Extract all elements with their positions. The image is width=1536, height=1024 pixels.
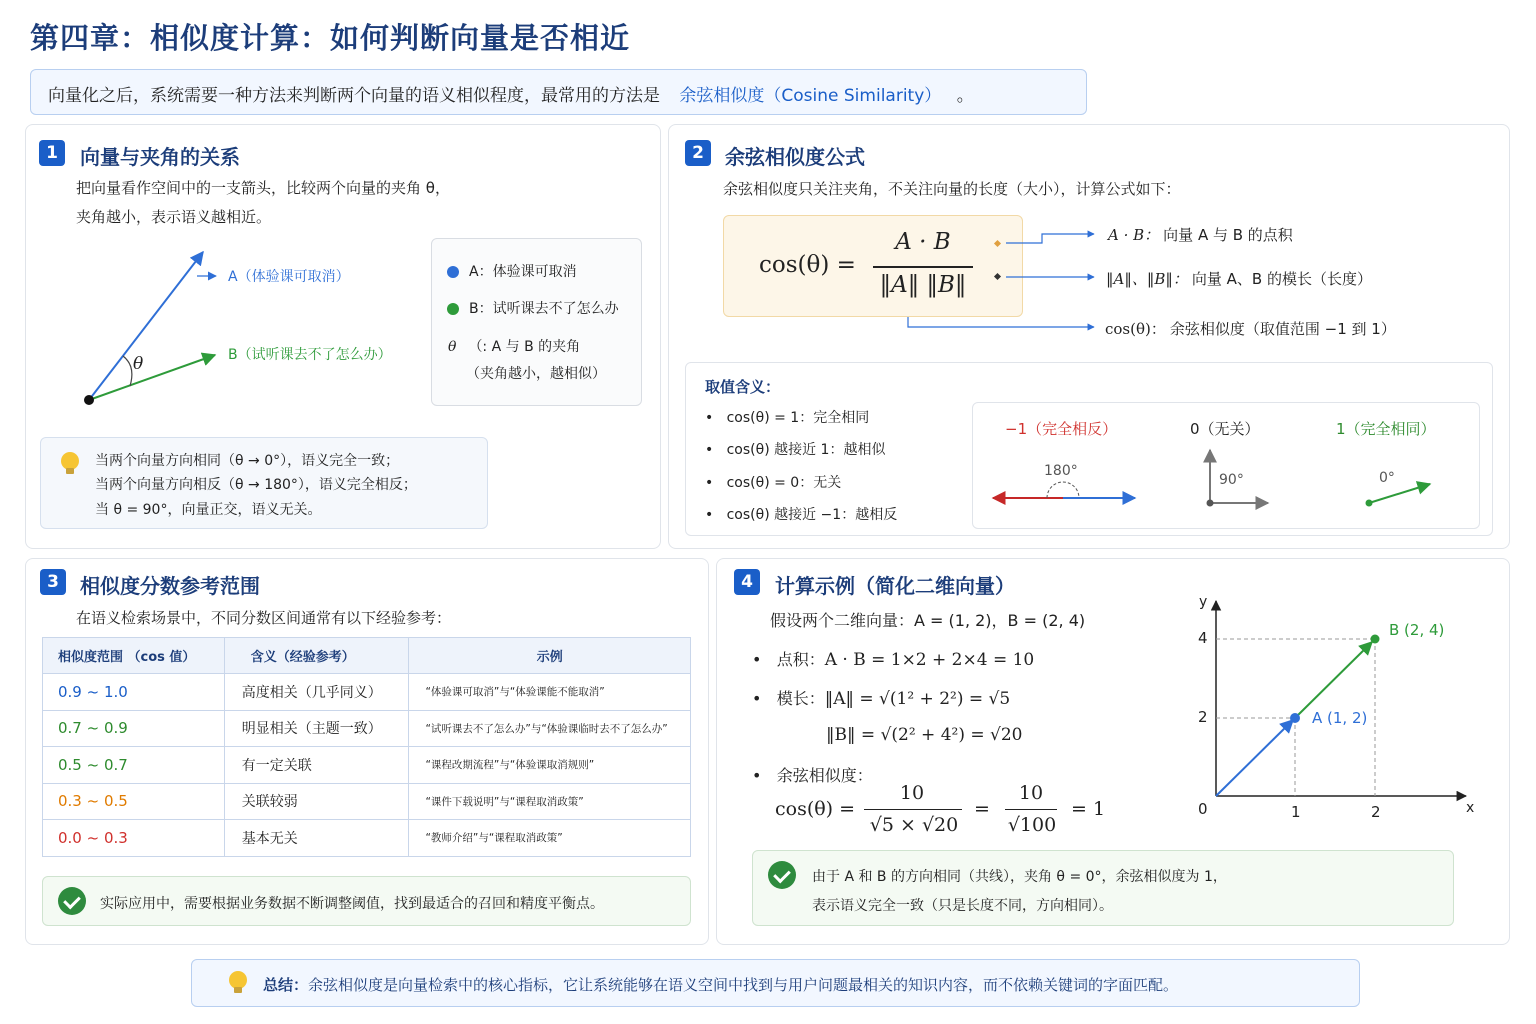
table-row	[43, 783, 691, 820]
section-2-title: 余弦相似度公式	[725, 145, 865, 169]
numerator-marker	[994, 240, 1001, 247]
table-cell-meaning: 基本无关	[224, 820, 409, 857]
cos-label: 余弦相似度：	[776, 766, 873, 785]
table-cell-meaning: 高度相关（几乎同义）	[224, 674, 409, 711]
plot-point-a	[1290, 713, 1300, 723]
norm-label: 模长：	[776, 689, 825, 708]
annotation-cos-text: 余弦相似度（取值范围 −1 到 1）	[1169, 320, 1396, 338]
frac2-denominator: √100	[1007, 814, 1057, 836]
plot-point-a-label: A (1, 2)	[1312, 709, 1368, 727]
table-row	[43, 820, 691, 857]
table-cell-range: 0.9 ~ 1.0	[43, 674, 225, 711]
conclusion-line-1: 由于 A 和 B 的方向相同（共线），夹角 θ = 0°，余弦相似度为 1，	[812, 869, 1227, 885]
theta-symbol: θ	[133, 354, 144, 374]
section-4-badge: 4	[734, 569, 760, 595]
legend-theta-note: （夹角越小，越相似）	[466, 366, 606, 382]
table-cell-meaning: 关联较弱	[224, 783, 409, 820]
vector-b-label: B（试听课去不了怎么办）	[228, 347, 392, 363]
arrow-to-cos	[900, 315, 1100, 335]
section-4-title: 计算示例（简化二维向量）	[775, 574, 1015, 598]
range-item-2: • cos(θ) = 0：无关	[705, 475, 842, 491]
range-item-0: • cos(θ) = 1：完全相同	[705, 410, 870, 426]
table-cell-meaning: 有一定关联	[224, 747, 409, 784]
legend-theta-text: （: A 与 B 的夹角	[468, 339, 581, 355]
orthogonal-label: 0（无关）	[1190, 420, 1260, 438]
intro-banner	[30, 69, 1087, 115]
range-item-0-text: cos(θ) = 1：完全相同	[726, 410, 870, 426]
plot-vector-a	[1216, 720, 1293, 796]
arrow-to-dot-product	[1006, 234, 1094, 243]
table-cell-range: 0.7 ~ 0.9	[43, 710, 225, 747]
range-item-3-text: cos(θ) 越接近 −1：越相反	[726, 507, 898, 523]
same-label: 1（完全相同）	[1336, 420, 1436, 438]
legend-b	[447, 298, 619, 318]
cos-line: • 余弦相似度：	[752, 766, 873, 785]
legend-a-text: A：体验课可取消	[469, 264, 577, 280]
table-cell-example: “试听课去不了怎么办”与“体验课临时去不了怎么办”	[409, 710, 691, 747]
tip-line-2: 当两个向量方向相反（θ → 180°），语义完全相反；	[95, 477, 417, 493]
table-cell-example: “教师介绍”与“课程取消政策”	[409, 820, 691, 857]
norm-a-value: ‖A‖ = √(1² + 2²) = √5	[824, 689, 1011, 709]
section-2-desc: 余弦相似度只关注夹角，不关注向量的长度（大小），计算公式如下：	[723, 180, 1181, 198]
intro-text: 向量化之后，系统需要一种方法来判断两个向量的语义相似程度，最常用的方法是	[48, 86, 660, 106]
table-cell-meaning: 明显相关（主题一致）	[224, 710, 409, 747]
vector-a-label: A（体验课可取消）	[228, 269, 350, 285]
plot-x-tick-2: 2	[1371, 803, 1381, 821]
plot-y-tick-4: 4	[1198, 629, 1208, 647]
plot-x-tick-1: 1	[1291, 803, 1301, 821]
section-1-title: 向量与夹角的关系	[80, 145, 240, 169]
range-item-3: • cos(θ) 越接近 −1：越相反	[705, 507, 898, 523]
table-row	[43, 674, 691, 711]
table-header-meaning: 含义（经验参考）	[224, 638, 409, 674]
annotation-dot-product-text: 向量 A 与 B 的点积	[1163, 226, 1293, 244]
dot-product-value: A · B = 1×2 + 2×4 = 10	[824, 650, 1035, 670]
plot-y-tick-2: 2	[1198, 708, 1208, 726]
section-3-note: 实际应用中，需要根据业务数据不断调整阈值，找到最适合的召回和精度平衡点。	[100, 896, 604, 912]
frac2-numerator: 10	[1018, 782, 1044, 804]
cos-result: = 1	[1071, 798, 1106, 820]
section-3-desc: 在语义检索场景中，不同分数区间通常有以下经验参考：	[76, 609, 452, 627]
section-3-badge: 3	[40, 569, 66, 595]
range-item-2-text: cos(θ) = 0：无关	[726, 475, 842, 491]
norm-b-value: ‖B‖ = √(2² + 4²) = √20	[826, 725, 1023, 745]
legend-theta	[448, 336, 580, 356]
same-origin	[1366, 500, 1373, 507]
plot-vector-b	[1295, 642, 1372, 718]
lightbulb-icon	[61, 452, 79, 470]
table-cell-range: 0.5 ~ 0.7	[43, 747, 225, 784]
frac1-numerator: 10	[899, 782, 925, 804]
table-cell-example: “课程改期流程”与“体验课取消规则”	[409, 747, 691, 784]
summary-lightbulb-icon	[229, 971, 247, 989]
legend-b-text: B：试听课去不了怎么办	[469, 301, 619, 317]
summary-text: 余弦相似度是向量检索中的核心指标，它让系统能够在语义空间中找到与用户问题最相关的知识内容，而不依赖关键词的字面匹配。	[308, 976, 1179, 994]
origin-dot	[84, 395, 94, 405]
frac1-bar	[864, 809, 962, 810]
conclusion-line-2: 表示语义完全一致（只是长度不同，方向相同）。	[812, 898, 1113, 914]
formula-lhs: cos(θ) =	[759, 252, 856, 278]
formula-numerator: A · B	[895, 229, 951, 255]
annotation-norm-math: ‖A‖、‖B‖：	[1106, 270, 1188, 288]
equals-sign: =	[974, 798, 990, 820]
section-2-badge: 2	[685, 140, 711, 166]
section-1-desc-line1: 把向量看作空间中的一支箭头，比较两个向量的夹角 θ，	[76, 179, 450, 197]
annotation-norm-text: 向量 A、B 的模长（长度）	[1191, 270, 1372, 288]
norm-line: • 模长：‖A‖ = √(1² + 2²) = √5	[752, 689, 1011, 709]
frac1-denominator: √5 × √20	[869, 814, 959, 836]
range-item-1: • cos(θ) 越接近 1：越相似	[705, 442, 886, 458]
table-header-range: 相似度范围 （cos 值）	[43, 638, 225, 674]
table-row	[43, 710, 691, 747]
formula-fraction-bar	[873, 266, 973, 268]
legend-theta-symbol: θ	[448, 339, 457, 355]
vector-b-arrow	[89, 355, 215, 400]
same-vector	[1369, 484, 1430, 503]
plot-x-label: x	[1466, 800, 1475, 816]
intro-end: 。	[956, 86, 974, 106]
frac2-bar	[1005, 809, 1057, 810]
page-title: 第四章：相似度计算：如何判断向量是否相近	[30, 21, 631, 55]
plot-point-b	[1371, 635, 1380, 644]
table-header-row	[43, 638, 691, 674]
legend-a	[447, 261, 577, 281]
section-3-title: 相似度分数参考范围	[80, 574, 260, 598]
plot-y-label: y	[1199, 594, 1208, 610]
annotation-cos-math: cos(θ)：	[1105, 320, 1166, 338]
intro-highlight: 余弦相似度（Cosine Similarity）	[679, 86, 942, 106]
annotation-dot-product-math: A · B：	[1108, 226, 1160, 244]
orthogonal-origin	[1207, 500, 1214, 507]
table-cell-example: “课件下载说明”与“课程取消政策”	[409, 783, 691, 820]
conclusion-check-icon	[768, 861, 796, 889]
tip-line-3: 当 θ = 90°，向量正交，语义无关。	[95, 502, 322, 518]
table-row	[43, 747, 691, 784]
range-item-1-text: cos(θ) 越接近 1：越相似	[726, 442, 886, 458]
annotation-cos	[1105, 318, 1396, 339]
section-1-desc-line2: 夹角越小，表示语义越相近。	[76, 208, 272, 226]
table-cell-example: “体验课可取消”与“体验课能不能取消”	[409, 674, 691, 711]
formula-denominator: ‖A‖ ‖B‖	[879, 272, 967, 298]
legend-b-dot	[447, 303, 459, 315]
check-circle-icon	[58, 887, 86, 915]
summary-label: 总结：	[263, 976, 309, 994]
deg-90: 90°	[1219, 472, 1244, 488]
table-cell-range: 0.3 ~ 0.5	[43, 783, 225, 820]
annotation-dot-product	[1108, 224, 1293, 245]
range-title: 取值含义：	[705, 378, 781, 396]
legend-a-dot	[447, 266, 459, 278]
opposite-arc	[1047, 482, 1079, 498]
summary-line	[263, 974, 1178, 995]
angle-arc	[123, 356, 132, 386]
denominator-marker	[994, 273, 1001, 280]
table-header-example: 示例	[409, 638, 691, 674]
deg-180: 180°	[1044, 463, 1078, 479]
vector-a-arrow	[89, 252, 203, 400]
dot-product-label: 点积：	[776, 650, 825, 669]
opposite-label: −1（完全相反）	[1005, 420, 1118, 438]
cos-lhs: cos(θ) =	[775, 798, 856, 820]
assumption: 假设两个二维向量：A = (1, 2)，B = (2, 4)	[770, 611, 1086, 630]
tip-line-1: 当两个向量方向相同（θ → 0°），语义完全一致；	[95, 453, 400, 469]
section-1-badge: 1	[39, 140, 65, 166]
plot-point-b-label: B (2, 4)	[1389, 621, 1445, 639]
similarity-range-table	[42, 637, 691, 857]
dot-product-line: • 点积：A · B = 1×2 + 2×4 = 10	[752, 650, 1035, 670]
plot-origin: 0	[1198, 800, 1208, 818]
table-cell-range: 0.0 ~ 0.3	[43, 820, 225, 857]
annotation-norm	[1106, 268, 1372, 289]
deg-0: 0°	[1379, 470, 1395, 486]
